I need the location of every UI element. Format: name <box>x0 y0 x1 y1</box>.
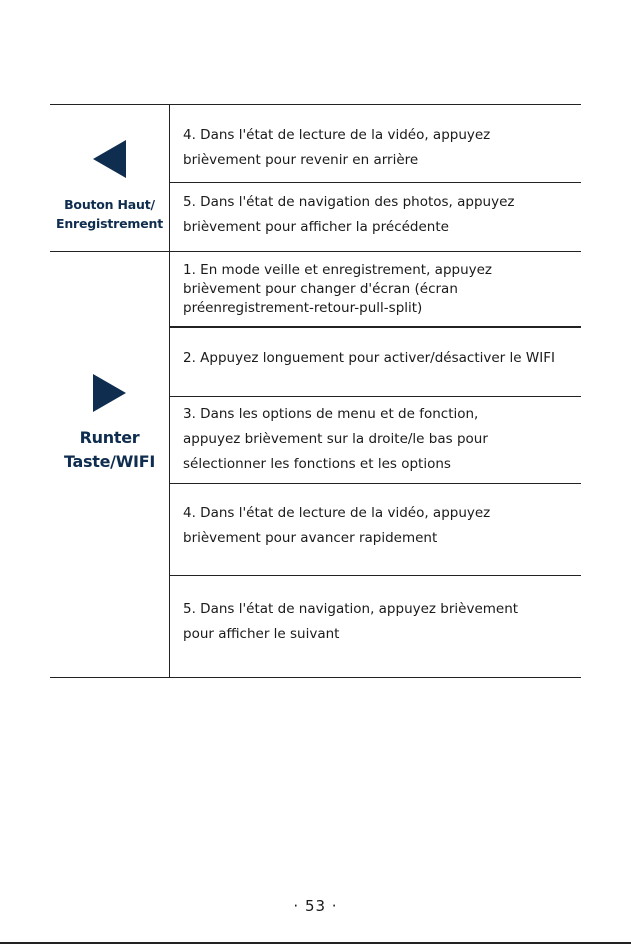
row-divider <box>170 575 581 576</box>
up-row-4: 4. Dans l'état de lecture de la vidéo, appuyez brièvement pour revenir en arrière <box>183 127 491 168</box>
row-divider <box>170 182 581 183</box>
column-divider <box>169 105 170 677</box>
runter-row-5: 5. Dans l'état de navigation, appuyez brièvement pour afficher le suivant <box>183 601 519 642</box>
row-divider <box>170 396 581 397</box>
runter-row-2: 2. Appuyez longuement pour activer/désactiver le WIFI <box>183 350 555 366</box>
row-divider <box>170 326 581 328</box>
up-row-5: 5. Dans l'état de navigation des photos, appuyez brièvement pour afficher la précédente <box>183 194 515 235</box>
section-up-header <box>50 140 169 233</box>
runter-row-1: 1. En mode veille et enregistrement, appuyez brièvement pour changer d'écran (écran préenregistrement-retour-pull-split) <box>183 262 493 316</box>
section-divider <box>50 251 581 252</box>
row-divider <box>170 483 581 484</box>
bottom-rule <box>0 942 631 944</box>
left-triangle-icon <box>93 140 126 178</box>
right-triangle-icon <box>93 374 126 412</box>
section-runter-label: Runter Taste/WIFI <box>63 428 155 471</box>
runter-row-3: 3. Dans les options de menu et de fonction, appuyez brièvement sur la droite/le bas pour sélectionner les fonctions et les options <box>183 406 488 472</box>
runter-row-4: 4. Dans l'état de lecture de la vidéo, appuyez brièvement pour avancer rapidement <box>183 505 491 546</box>
page-number: · 53 · <box>293 897 338 915</box>
button-function-table <box>50 104 581 678</box>
section-up-label: Bouton Haut/ Enregistrement <box>56 197 163 231</box>
section-runter-header <box>50 374 169 474</box>
